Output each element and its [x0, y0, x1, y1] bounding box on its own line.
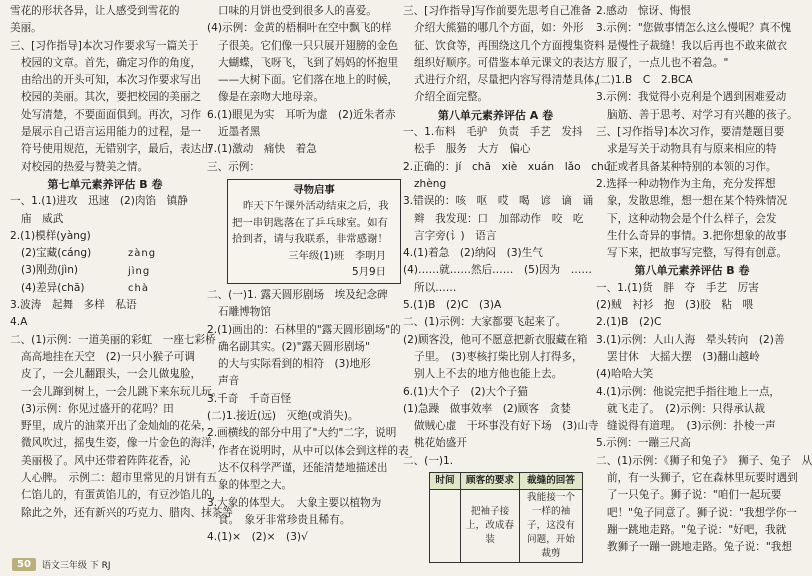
text-line: 4.(1)示例：他说完把手指往地上一点， — [596, 385, 781, 398]
text-line: 松手 服务 大方 偏心 — [414, 143, 531, 156]
notice-title: 寻物启事 — [293, 183, 335, 196]
notice-signature: 三年级(1)班 李明月 — [288, 249, 386, 262]
text-line: 除此之外，还有新兴的巧克力、腊肉、抹茶等 — [21, 506, 233, 519]
text-line: 是展示自己语言运用能力的过程，是一 — [21, 126, 202, 139]
text-line: 4.A — [10, 316, 28, 329]
text-line: 三、示例： — [207, 160, 260, 173]
column-3-top — [403, 3, 605, 107]
text-line: (1)急躁 做事效率 (2)顾客 贪婪 — [403, 402, 571, 415]
text-line: 3.(1)示例：人山人海 晕头转向 (2)善 — [596, 333, 785, 346]
text-line: 食。 象牙非常珍贵且稀有。 — [218, 513, 351, 526]
notice-line: 拾到者，请与我联系，非常感谢！ — [232, 233, 388, 246]
text-line: 吧！"兔子同意了。狮子说："我想学你一 — [607, 506, 797, 519]
text-line: 二、(一)1. 露天圆形剧场 埃及纪念碑 — [207, 288, 388, 301]
column-4-top — [596, 3, 798, 262]
text-line: 别人上不去的地方他也能上去。 — [414, 368, 563, 381]
text-line: 一会儿蹿到树上，一会儿跳下来东玩儿玩。 — [21, 385, 223, 398]
page-number: 50 — [12, 558, 36, 571]
column-3-answers — [403, 124, 611, 470]
text-line: 雪花的形状各异，让人感受到雪花的 — [10, 5, 180, 17]
text-line: 2.(1)模样(yàng) — [10, 229, 91, 242]
text-line: 二、(1)示例：《狮子和兔子》 狮子、兔子 从 — [596, 454, 812, 467]
table-header: 顾客的要求 — [461, 473, 520, 490]
table-header: 裁缝的回答 — [520, 473, 583, 490]
text-line: 3.错误的：咳 呕 哎 喝 谚 谪 诵 — [403, 195, 594, 208]
table-cell — [430, 490, 461, 563]
text-line: 微风吹过，摇曳生姿，像一片金色的海洋， — [21, 437, 223, 450]
pinyin-note: chà — [128, 283, 149, 295]
text-line: 像是在亲吻大地母亲。 — [218, 91, 324, 104]
text-line: 大蝴蝶，飞呀飞，飞到了妈妈的怀抱里 — [218, 56, 399, 69]
text-line: 子很美。它们像一只只展开翅膀的金色 — [218, 39, 399, 52]
text-line: 4.(1)× (2)× (3)√ — [207, 531, 308, 544]
text-line: 言字旁(讠) 语言 — [414, 229, 497, 242]
text-line: 生什么奇异的事情。3.把你想象的故事 — [607, 229, 787, 242]
text-line: 征、饮食等，再围绕这几个方面搜集资料 — [414, 39, 605, 52]
pinyin-note: zàng — [128, 248, 157, 260]
text-line: 象，发散思维，想一想在某个特殊情况 — [607, 195, 788, 208]
text-line: 教狮子一蹦一跳地走路。兔子说："我想 — [607, 541, 792, 554]
text-line: (二)1.B C 2.BCA — [596, 74, 693, 87]
text-line: 脑筋、善于思考、对学习有兴趣的孩子。 — [607, 108, 798, 121]
text-line: (2)宝藏(cáng) — [21, 247, 92, 260]
text-line: 5.(1)B (2)C (3)A — [403, 299, 502, 312]
text-line: 一、1.(1)货 胖 夺 手艺 厉害 — [596, 281, 759, 294]
column-2-top — [207, 3, 399, 176]
text-line: 一、1.(1)进攻 迅速 (2)肉馅 镇静 — [10, 195, 188, 208]
text-line: 3.示例："您做事情怎么这么慢呢？真不愧 — [596, 22, 792, 35]
text-line: 符号使用规范，无错别字，最后，表达出 — [21, 143, 212, 156]
text-line: 象的体型之大。 — [218, 479, 293, 492]
text-line: 一、1.布料 毛驴 负责 手艺 发抖 — [403, 126, 583, 139]
text-line: 求是写关于动物具有与原来相应的特 — [607, 143, 777, 156]
text-line: (2)贼 衬衫 抱 (3)胶 粘 喂 — [596, 299, 754, 312]
text-line: 二、(1)示例：一道美丽的彩虹 一座七彩桥 — [10, 333, 216, 346]
table-header: 时间 — [430, 473, 461, 490]
page-footer — [12, 558, 111, 571]
text-line: 校园的美丽。其次，要把校园的美丽之 — [21, 91, 202, 104]
text-line: zhèng — [414, 177, 447, 190]
text-line: (4)……就……然后…… (5)因为 …… — [403, 264, 592, 277]
column-2 — [207, 3, 409, 548]
text-line: 4.(1)着急 (2)纳闷 (3)生气 — [403, 247, 543, 260]
pinyin-note: jìng — [128, 265, 151, 277]
text-line: 下，这种动物会是个什么样子，会发 — [607, 212, 777, 225]
text-line: (4)哈哈大笑 — [596, 368, 654, 381]
lost-item-notice — [227, 179, 401, 284]
text-line: 高高地挂在天空 (2)一只小猴子可调 — [21, 350, 195, 363]
text-line: 确名副其实。(2)"露天圆形剧场" — [218, 340, 370, 353]
text-line: 桃花始盛开 — [414, 437, 467, 450]
notice-line: 昨天下午课外活动结束之后，我 — [243, 200, 389, 213]
table-cell: 我能接一个一样的袖子，这没有问题，开始裁剪 — [520, 490, 583, 563]
section-heading-unit7-b: 第七单元素养评估 B 卷 — [47, 177, 163, 191]
text-line: 的大与实际看到的相符 (3)地形 — [218, 358, 371, 371]
text-line: 皮了，一会儿翻跟头，一会儿做鬼脸， — [21, 368, 202, 381]
text-line: 三、[习作指导]本次习作，要清楚题目要 — [596, 126, 785, 139]
column-2-bottom — [207, 287, 409, 546]
text-line: 2.(1)画出的：石林里的"露天圆形剧场"的 — [207, 323, 401, 336]
text-line: 前，有一头狮子，它在森林里玩要时遇到 — [607, 472, 798, 485]
text-line: 7.(1)激动 痛快 着急 — [207, 143, 317, 156]
column-3 — [403, 3, 611, 560]
text-line: 5.示例：一蹦三尺高 — [596, 437, 691, 450]
text-line: (3)示例：你见过盛开的花吗？田 — [21, 402, 174, 415]
text-line: 式进行介绍，尽量把内容写得清楚具体， — [414, 74, 605, 87]
text-line: 声音 — [218, 375, 240, 388]
text-line: 3.千奇 千奇百怪 — [207, 392, 292, 405]
notice-line: 把一串钥匙落在了乒乓球室。如有 — [232, 216, 388, 229]
text-line: 近墨者黑 — [218, 126, 261, 139]
column-4-answers — [596, 280, 812, 557]
text-line: 人心脾。 示例二：超市里常见的月饼有五 — [21, 472, 217, 485]
text-line: 作者在说明时，从中可以体会到这样的表 — [218, 444, 409, 457]
text-line: ——大树下面。它们落在地上的时候， — [218, 74, 399, 87]
text-line: 野里，成片的油菜开出了金灿灿的花朵， — [21, 420, 212, 433]
text-line: 美丽。 — [10, 22, 42, 35]
text-line: 2.正确的：jí chā xiè xuán lǎo chú — [403, 160, 611, 173]
text-line: 辫 我发现：口 加部动作 咬 吃 — [414, 212, 584, 225]
tailor-table — [429, 472, 583, 563]
column-1-top — [10, 3, 212, 176]
text-line: 写下来，把故事写完整，写得有创意。 — [607, 247, 788, 260]
section-heading-unit8-a: 第八单元素养评估 A 卷 — [437, 108, 554, 122]
text-line: 子里。 (3)枣核打柴比别人打得多， — [414, 350, 583, 363]
text-line: 2.感动 惊讶、悔恨 — [596, 5, 691, 17]
text-line: 就飞走了。 (2)示例：只得承认裁 — [607, 402, 766, 415]
text-line: 二、(1)示例：大家都要飞起来了。 — [403, 316, 567, 329]
text-line: 3.波涛 起舞 多样 私语 — [10, 299, 137, 312]
text-line: 庙 威武 — [21, 212, 64, 225]
table-cell: 把袖子接上，改成春装 — [461, 490, 520, 563]
notice-date: 5月9日 — [351, 266, 386, 279]
text-line: 仁馅儿的，有蛋黄馅儿的，有豆沙馅儿的， — [21, 489, 223, 502]
text-line: 罢甘休 大摇大摆 (3)翻山越岭 — [607, 350, 760, 363]
text-line: (2)顾客没，他可不愿意把新衣服藏在箱 — [403, 333, 588, 346]
text-line: 所以…… — [414, 281, 457, 294]
text-line: 由给出的开头可知，本次习作要求写出 — [21, 74, 202, 87]
text-line: 达不仅科学严谨，还能清楚地描述出 — [218, 461, 388, 474]
column-4 — [596, 3, 812, 554]
text-line: 缝说得有道理。 (3)示例：扑棱一声 — [607, 420, 776, 433]
text-line: 征或者具备某种特别的本领的习作。 — [607, 160, 777, 173]
text-line: (3)刚劲(jìn) — [21, 264, 79, 277]
text-line: 组织好顺序。可借鉴本单元课文的表达方 — [414, 56, 605, 69]
text-line: (二)1.接近(远) 灭绝(或消失)。 — [207, 410, 359, 423]
text-line: 对校园的热爱与赞美之情。 — [21, 160, 149, 173]
text-line: 口味的月饼也受到很多人的喜爱。 — [218, 5, 377, 17]
text-line: 6.(1)眼见为实 耳听为虚 (2)近朱者赤 — [207, 108, 396, 121]
text-line: 2.画横线的部分中用了"大约"二字，说明 — [207, 427, 397, 440]
text-line: 2.选择一种动物作为主角，充分发挥想 — [596, 177, 776, 190]
text-line: 介绍全面完整。 — [414, 91, 489, 104]
text-line: 三、[习作指导]写作前要先思考自己准备 — [403, 5, 592, 17]
section-heading-unit8-b: 第八单元素养评估 B 卷 — [634, 264, 750, 278]
text-line: 校园的文章。首先，确定习作的角度， — [21, 56, 202, 69]
text-line: 服了，一点儿也不着急。" — [607, 56, 729, 69]
text-line: 2.(1)B (2)C — [596, 316, 662, 329]
text-line: 了一只兔子。狮子说："咱们一起玩要 — [607, 489, 782, 502]
text-line: 做贼心虚 干坏事没有好下场 (3)山寺 — [414, 420, 599, 433]
text-line: 3.大象的体型大。 大象主要以植物为 — [207, 496, 382, 509]
text-line: 三、[习作指导]本次习作要求写一篇关于 — [10, 39, 199, 52]
text-line: 美丽极了。风中还带着阵阵花香，沁 — [21, 454, 191, 467]
footer-label: 语文三年级 下 RJ — [41, 561, 111, 571]
text-line: 6.(1)大个子 (2)大个子猫 — [403, 385, 528, 398]
text-line: 处写清楚，不要面面俱到。再次，习作 — [21, 108, 202, 121]
text-line: 介绍大熊猫的哪几个方面，如：外形 — [414, 22, 584, 35]
text-line: 是慢性子裁缝！我以后再也不敢来做衣 — [607, 39, 788, 52]
text-line: 石雕博物馆 — [218, 306, 271, 319]
text-line: (4)示例：金黄的梧桐叶在空中飘飞的样 — [207, 22, 392, 35]
text-line: 3.示例：我觉得小克利是个遇到困难爱动 — [596, 91, 787, 104]
text-line: (4)差异(chā) — [21, 281, 85, 294]
text-line: 二、(一)1. — [403, 454, 454, 467]
text-line: 蹦一跳地走路。"兔子说："好吧，我就 — [607, 523, 787, 536]
